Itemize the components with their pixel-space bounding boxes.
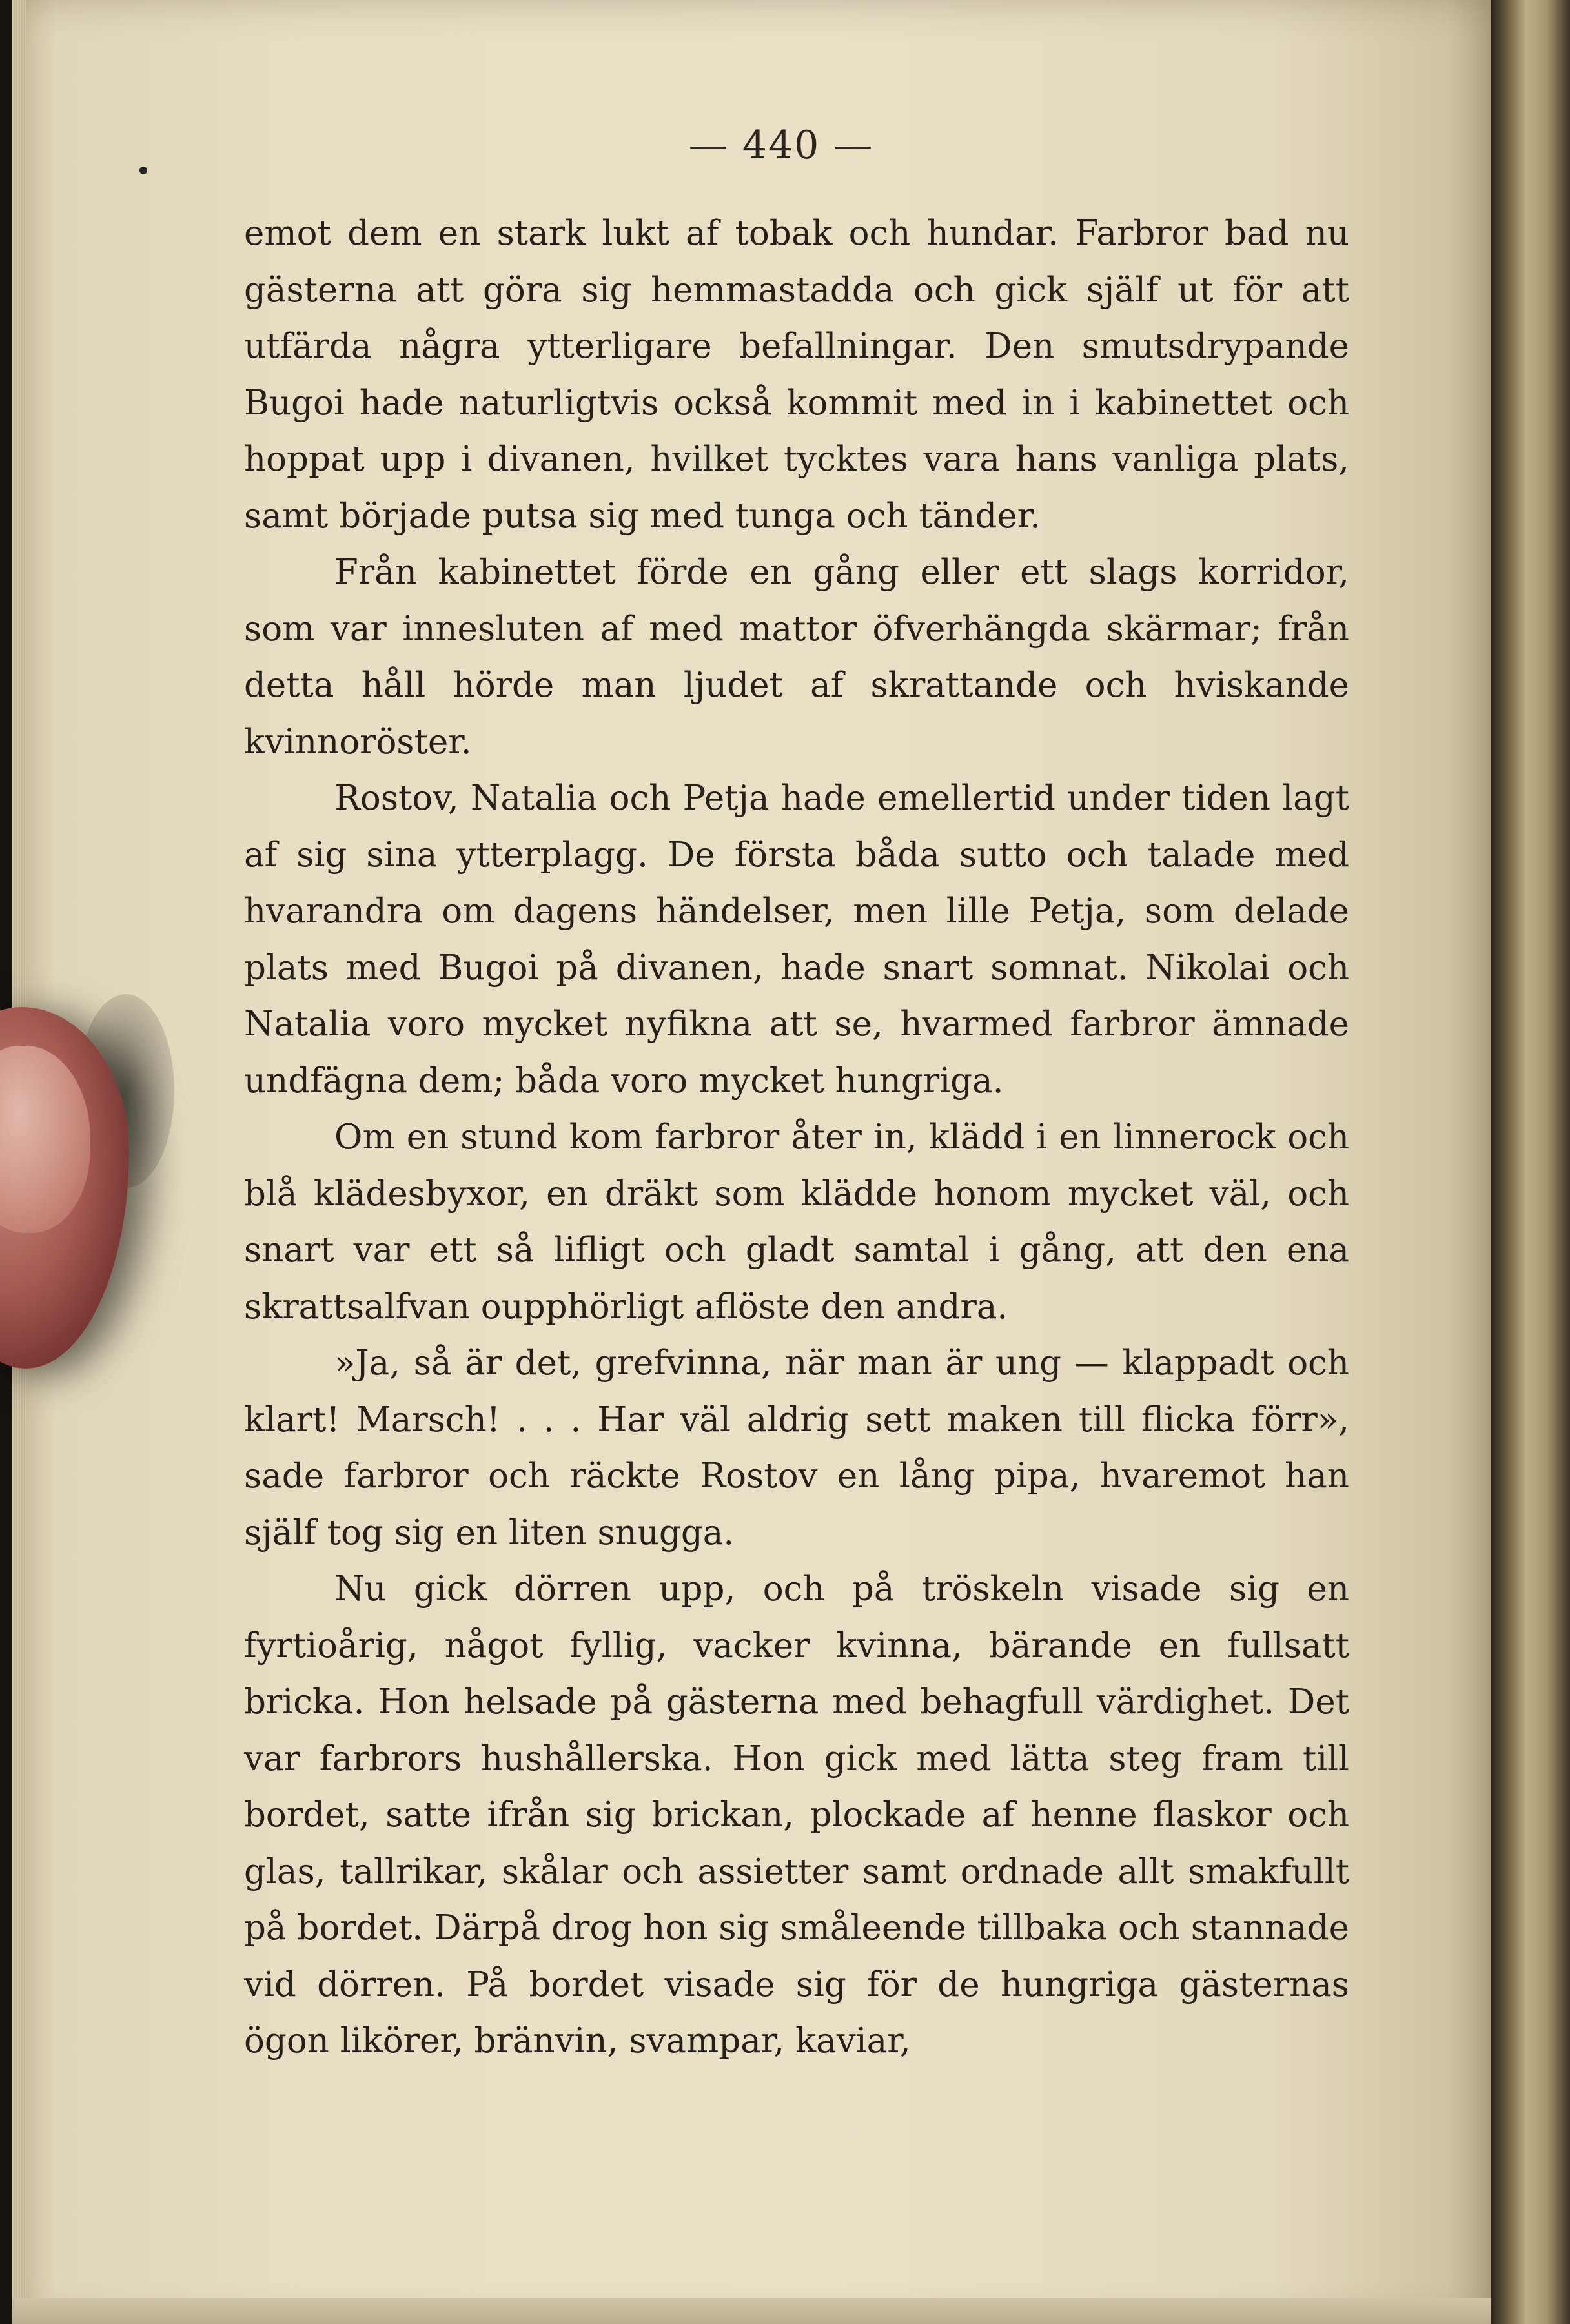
paragraph: emot dem en stark lukt af tobak och hundar. Farbror bad nu gästerna att göra sig hemmastadda och gick själf ut för att utfärda några ytterligare befallningar. Den smutsdrypande Bugoi hade naturligtvis också kommit med in i kabinettet och hoppat upp i divanen, hvilket tycktes vara hans vanliga plats, samt började putsa sig med tunga och tänder.	[244, 214, 1349, 536]
paragraph: Nu gick dörren upp, och på tröskeln visade sig en fyrtioårig, något fyllig, vacker kvinna, bärande en fullsatt bricka. Hon helsade på gästerna med behagfull värdighet. Det var farbrors hushållerska. Hon gick med lätta steg fram till bordet, satte ifrån sig brickan, plockade af henne flaskor och glas, tallrikar, skålar och assietter samt ordnade allt smakfullt på bordet. Därpå drog hon sig småleende tillbaka och stannade vid dörren. På bordet visade sig för de hungriga gästernas ögon likörer, bränvin, svampar, kaviar,	[244, 1569, 1349, 2061]
paragraph: Om en stund kom farbror åter in, klädd i en linnerock och blå klädesbyxor, en dräkt som klädde honom mycket väl, och snart var ett så lifligt och gladt samtal i gång, att den ena skrattsalfvan oupphörligt aflöste den andra.	[244, 1117, 1349, 1327]
page-number: — 440 —	[688, 123, 874, 168]
book-spine-edge	[1491, 0, 1570, 2324]
body-text	[244, 205, 1349, 2070]
page-bottom-edge	[12, 2298, 1491, 2324]
page-mark	[139, 167, 147, 174]
paragraph: Från kabinettet förde en gång eller ett slags korridor, som var innesluten af med mattor öfverhängda skärmar; från detta håll hörde man ljudet af skrattande och hviskande kvinnoröster.	[244, 553, 1349, 762]
paragraph: »Ja, så är det, grefvinna, när man är ung — klappadt och klart! Marsch! . . . Har väl aldrig sett maken till flicka förr», sade farbror och räckte Rostov en lång pipa, hvaremot han själf tog sig en liten snugga.	[244, 1343, 1349, 1553]
paragraph: Rostov, Natalia och Petja hade emellertid under tiden lagt af sig sina ytterplagg. De första båda sutto och talade med hvarandra om dagens händelser, men lille Petja, som delade plats med Bugoi på divanen, hade snart somnat. Nikolai och Natalia voro mycket nyfikna att se, hvarmed farbror ämnade undfägna dem; båda voro mycket hungriga.	[244, 779, 1349, 1101]
